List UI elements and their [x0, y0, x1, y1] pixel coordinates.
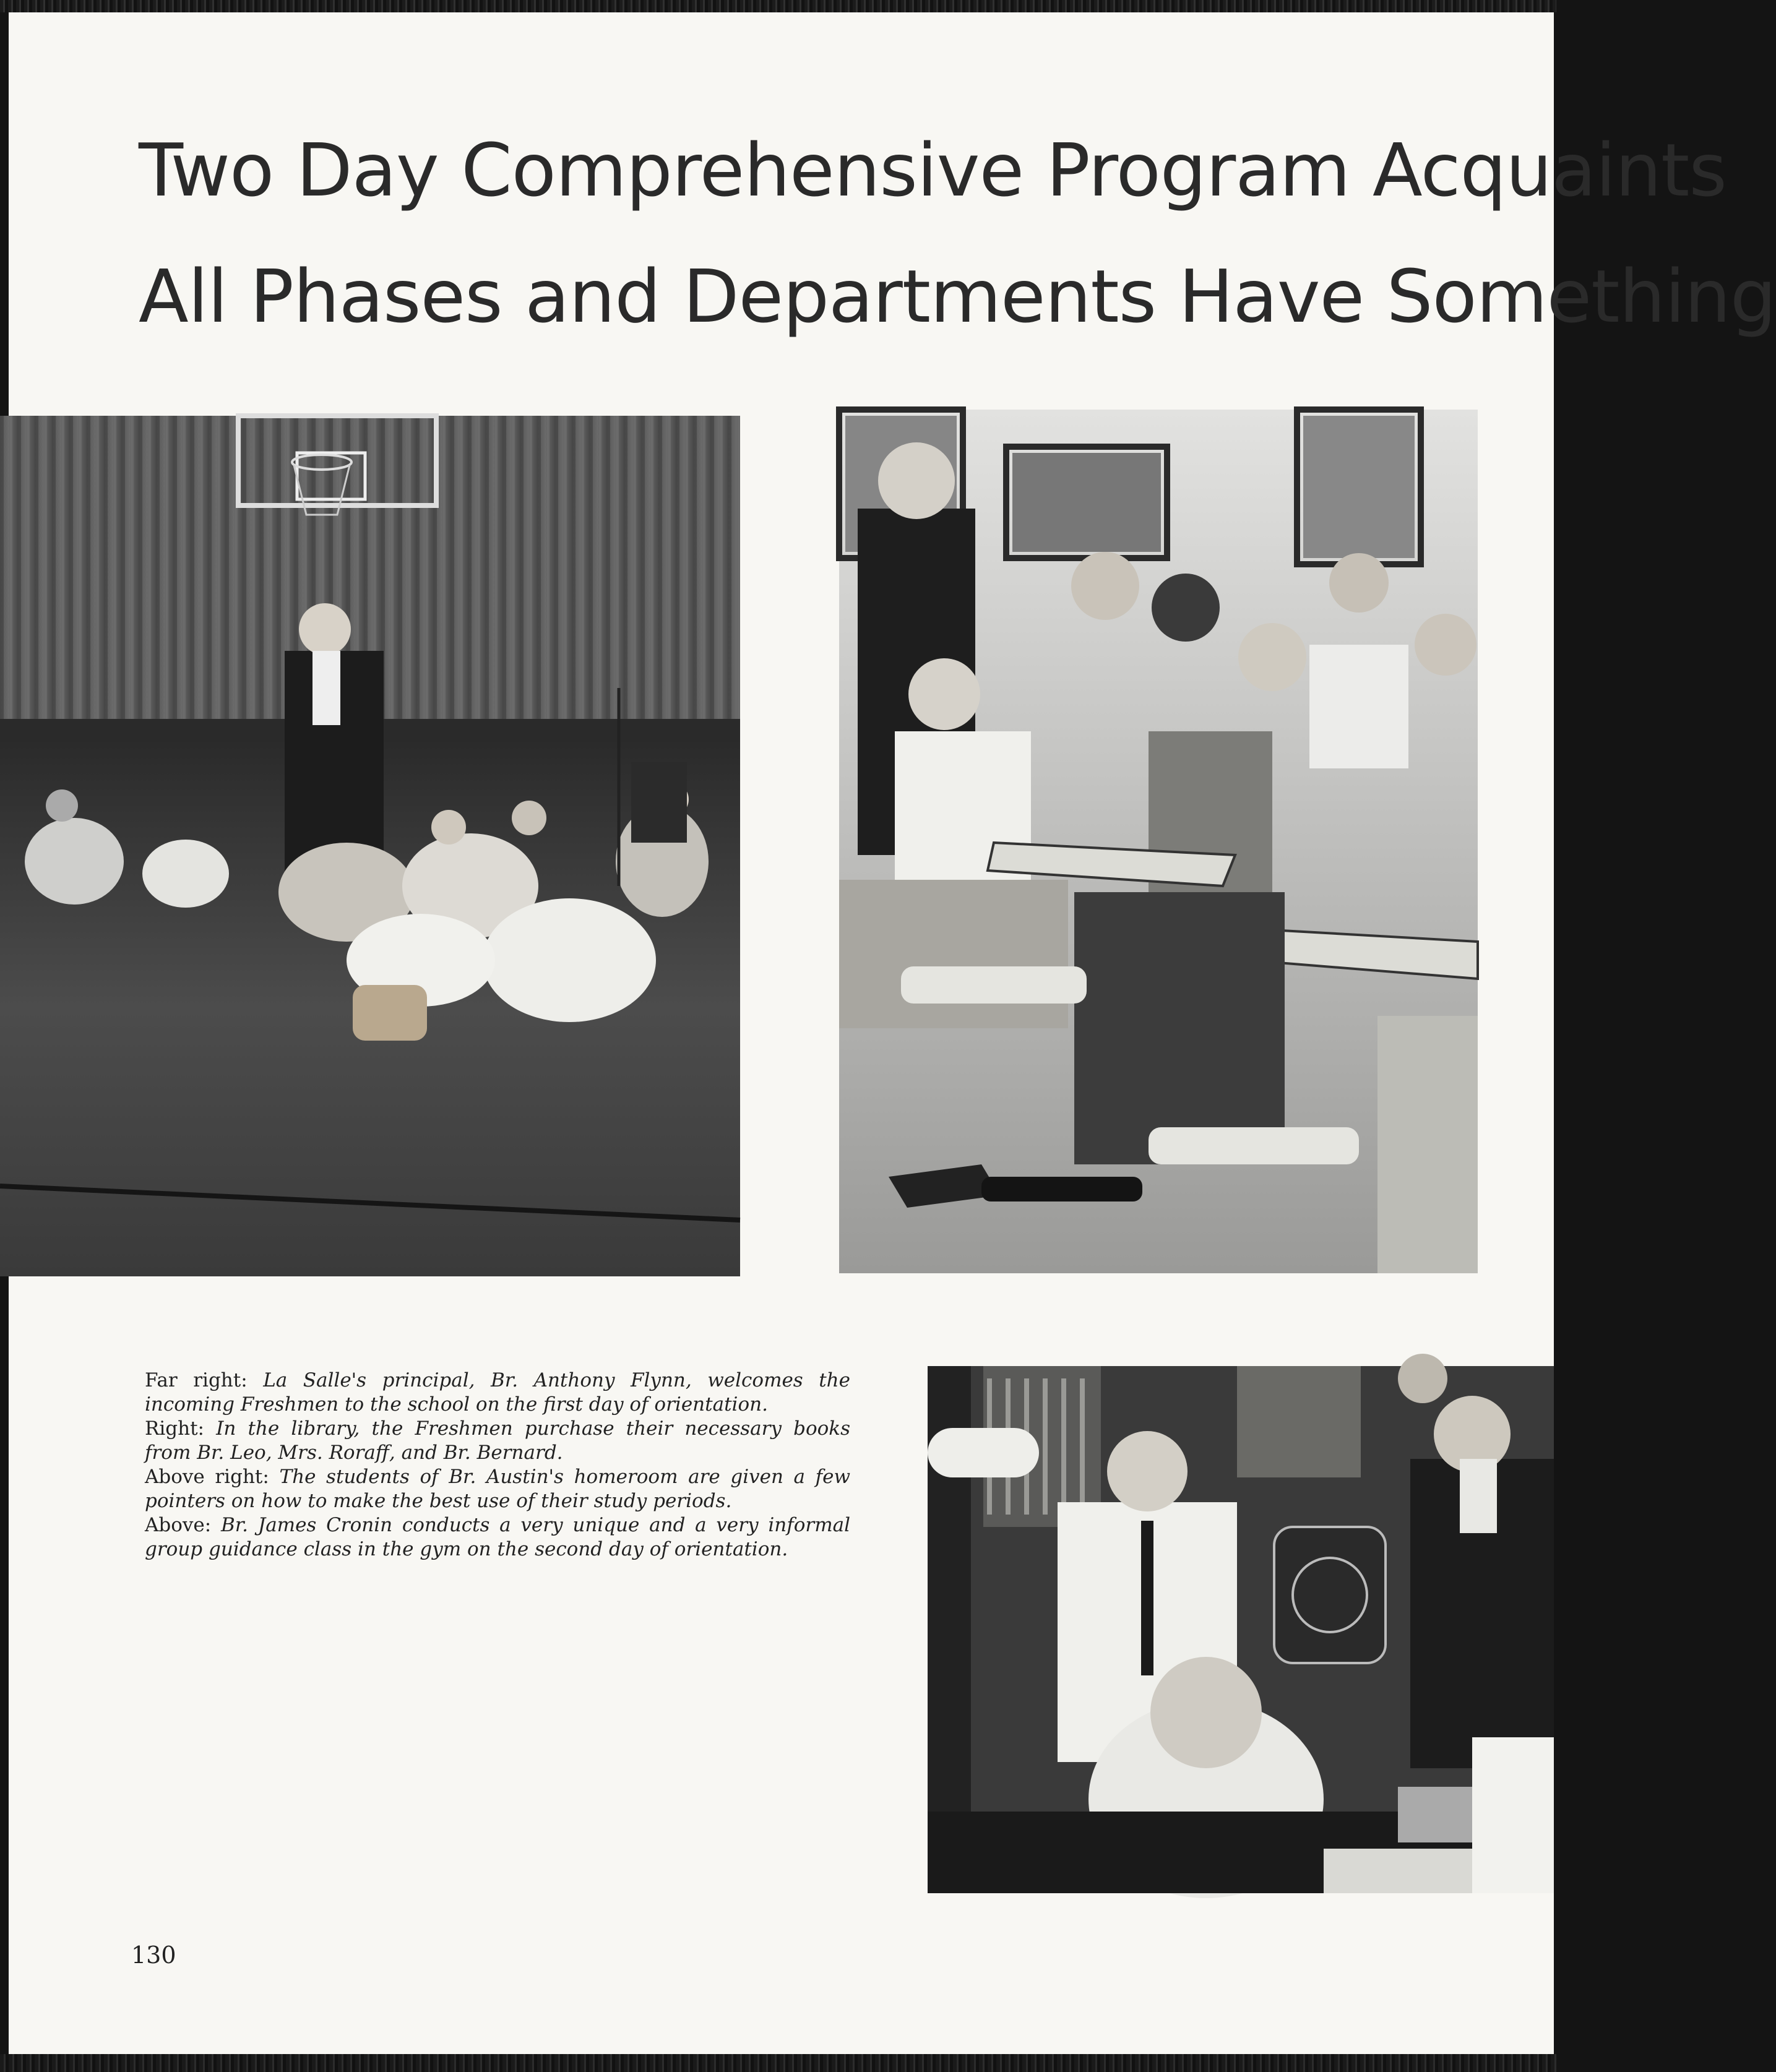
caption-above: Above: Br. James Cronin conducts a very unique and a very informal group guidance class in the gym on the second day of orientation. — [145, 1514, 850, 1560]
scan-border-top — [0, 0, 1556, 12]
photo-homeroom-class — [839, 410, 1478, 1273]
headline-line-2: All Phases and Departments Have Something — [139, 254, 1776, 339]
caption-above-right: Above right: The students of Br. Austin's homeroom are given a few pointers on how to make the best use of their study periods. — [145, 1466, 851, 1512]
yearbook-page — [9, 12, 1776, 2054]
caption-far-right: Far right: La Salle's principal, Br. Anthony Flynn, welcomes the incoming Freshmen to the school on the first day of orientation. — [145, 1369, 850, 1416]
page-number: 130 — [131, 1941, 176, 1969]
scan-border-bottom — [0, 2054, 1556, 2072]
photo-captions — [145, 1369, 850, 1562]
caption-right: Right: In the library, the Freshmen purchase their necessary books from Br. Leo, Mrs. Roraff, and Br. Bernard. — [145, 1417, 850, 1464]
photo-library-book-purchase — [928, 1366, 1554, 1893]
headline-line-1: Two Day Comprehensive Program Acquaints — [139, 127, 1726, 213]
photo-gym-guidance-class — [0, 416, 740, 1276]
